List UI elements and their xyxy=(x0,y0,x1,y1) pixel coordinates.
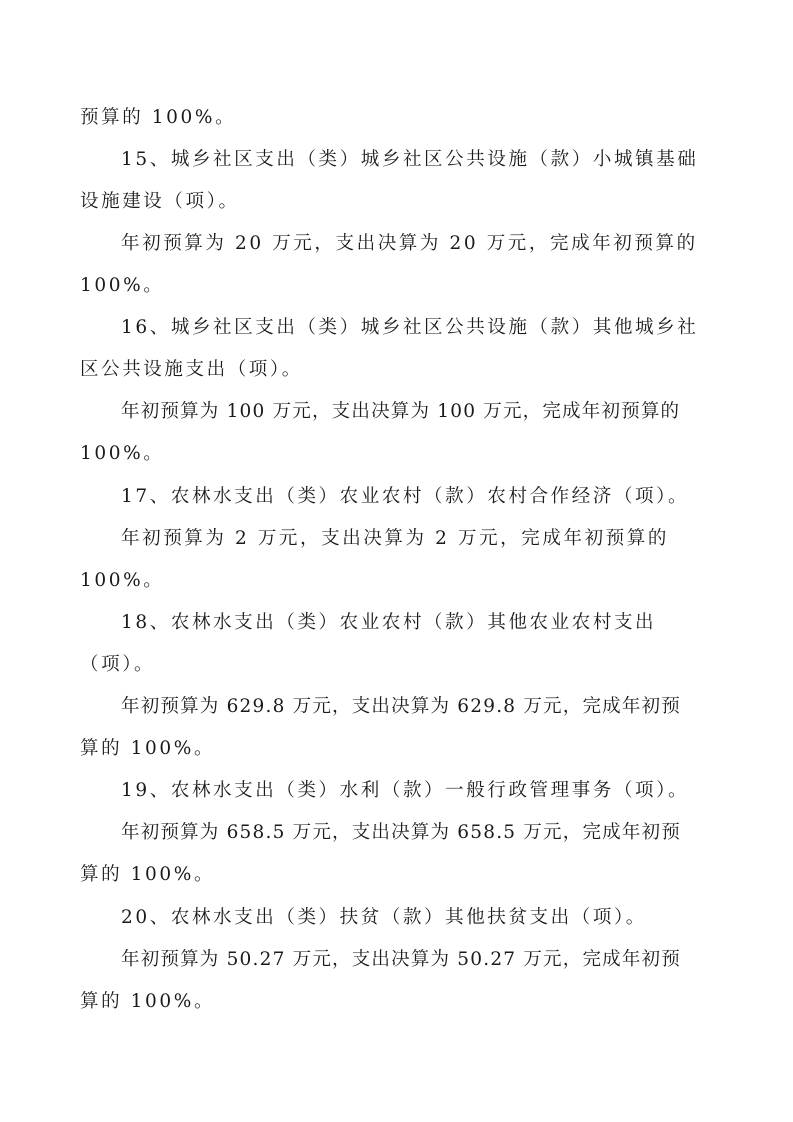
item-18-heading: 18、农林水支出（类）农业农村（款）其他农业农村支出 xyxy=(121,612,657,633)
item-16-budget: 年初预算为 100 万元，支出决算为 100 万元，完成年初预算的 xyxy=(121,401,681,422)
text-line: 设施建设（项）。 xyxy=(80,191,240,212)
item-17-heading: 17、农林水支出（类）农业农村（款）农村合作经济（项）。 xyxy=(121,486,690,507)
item-20-heading: 20、农林水支出（类）扶贫（款）其他扶贫支出（项）。 xyxy=(121,907,647,928)
text-line: 100%。 xyxy=(80,443,165,464)
text-line: 预算的 100%。 xyxy=(80,107,237,128)
item-19-budget: 年初预算为 658.5 万元，支出决算为 658.5 万元，完成年初预 xyxy=(121,822,681,843)
text-line: 算的 100%。 xyxy=(80,991,216,1012)
item-16-heading: 16、城乡社区支出（类）城乡社区公共设施（款）其他城乡社 xyxy=(121,317,699,338)
item-18-budget: 年初预算为 629.8 万元，支出决算为 629.8 万元，完成年初预 xyxy=(121,696,681,717)
text-line: 算的 100%。 xyxy=(80,738,216,759)
item-15-heading: 15、城乡社区支出（类）城乡社区公共设施（款）小城镇基础 xyxy=(121,149,699,170)
item-15-budget: 年初预算为 20 万元，支出决算为 20 万元，完成年初预算的 xyxy=(121,233,698,254)
text-line: （项）。 xyxy=(80,654,156,675)
text-line: 区公共设施支出（项）。 xyxy=(80,359,303,380)
item-19-heading: 19、农林水支出（类）水利（款）一般行政管理事务（项）。 xyxy=(121,780,690,801)
item-17-budget: 年初预算为 2 万元，支出决算为 2 万元，完成年初预算的 xyxy=(121,528,669,549)
text-line: 算的 100%。 xyxy=(80,864,216,885)
text-line: 100%。 xyxy=(80,570,165,591)
item-20-budget: 年初预算为 50.27 万元，支出决算为 50.27 万元，完成年初预 xyxy=(121,949,681,970)
text-line: 100%。 xyxy=(80,275,165,296)
